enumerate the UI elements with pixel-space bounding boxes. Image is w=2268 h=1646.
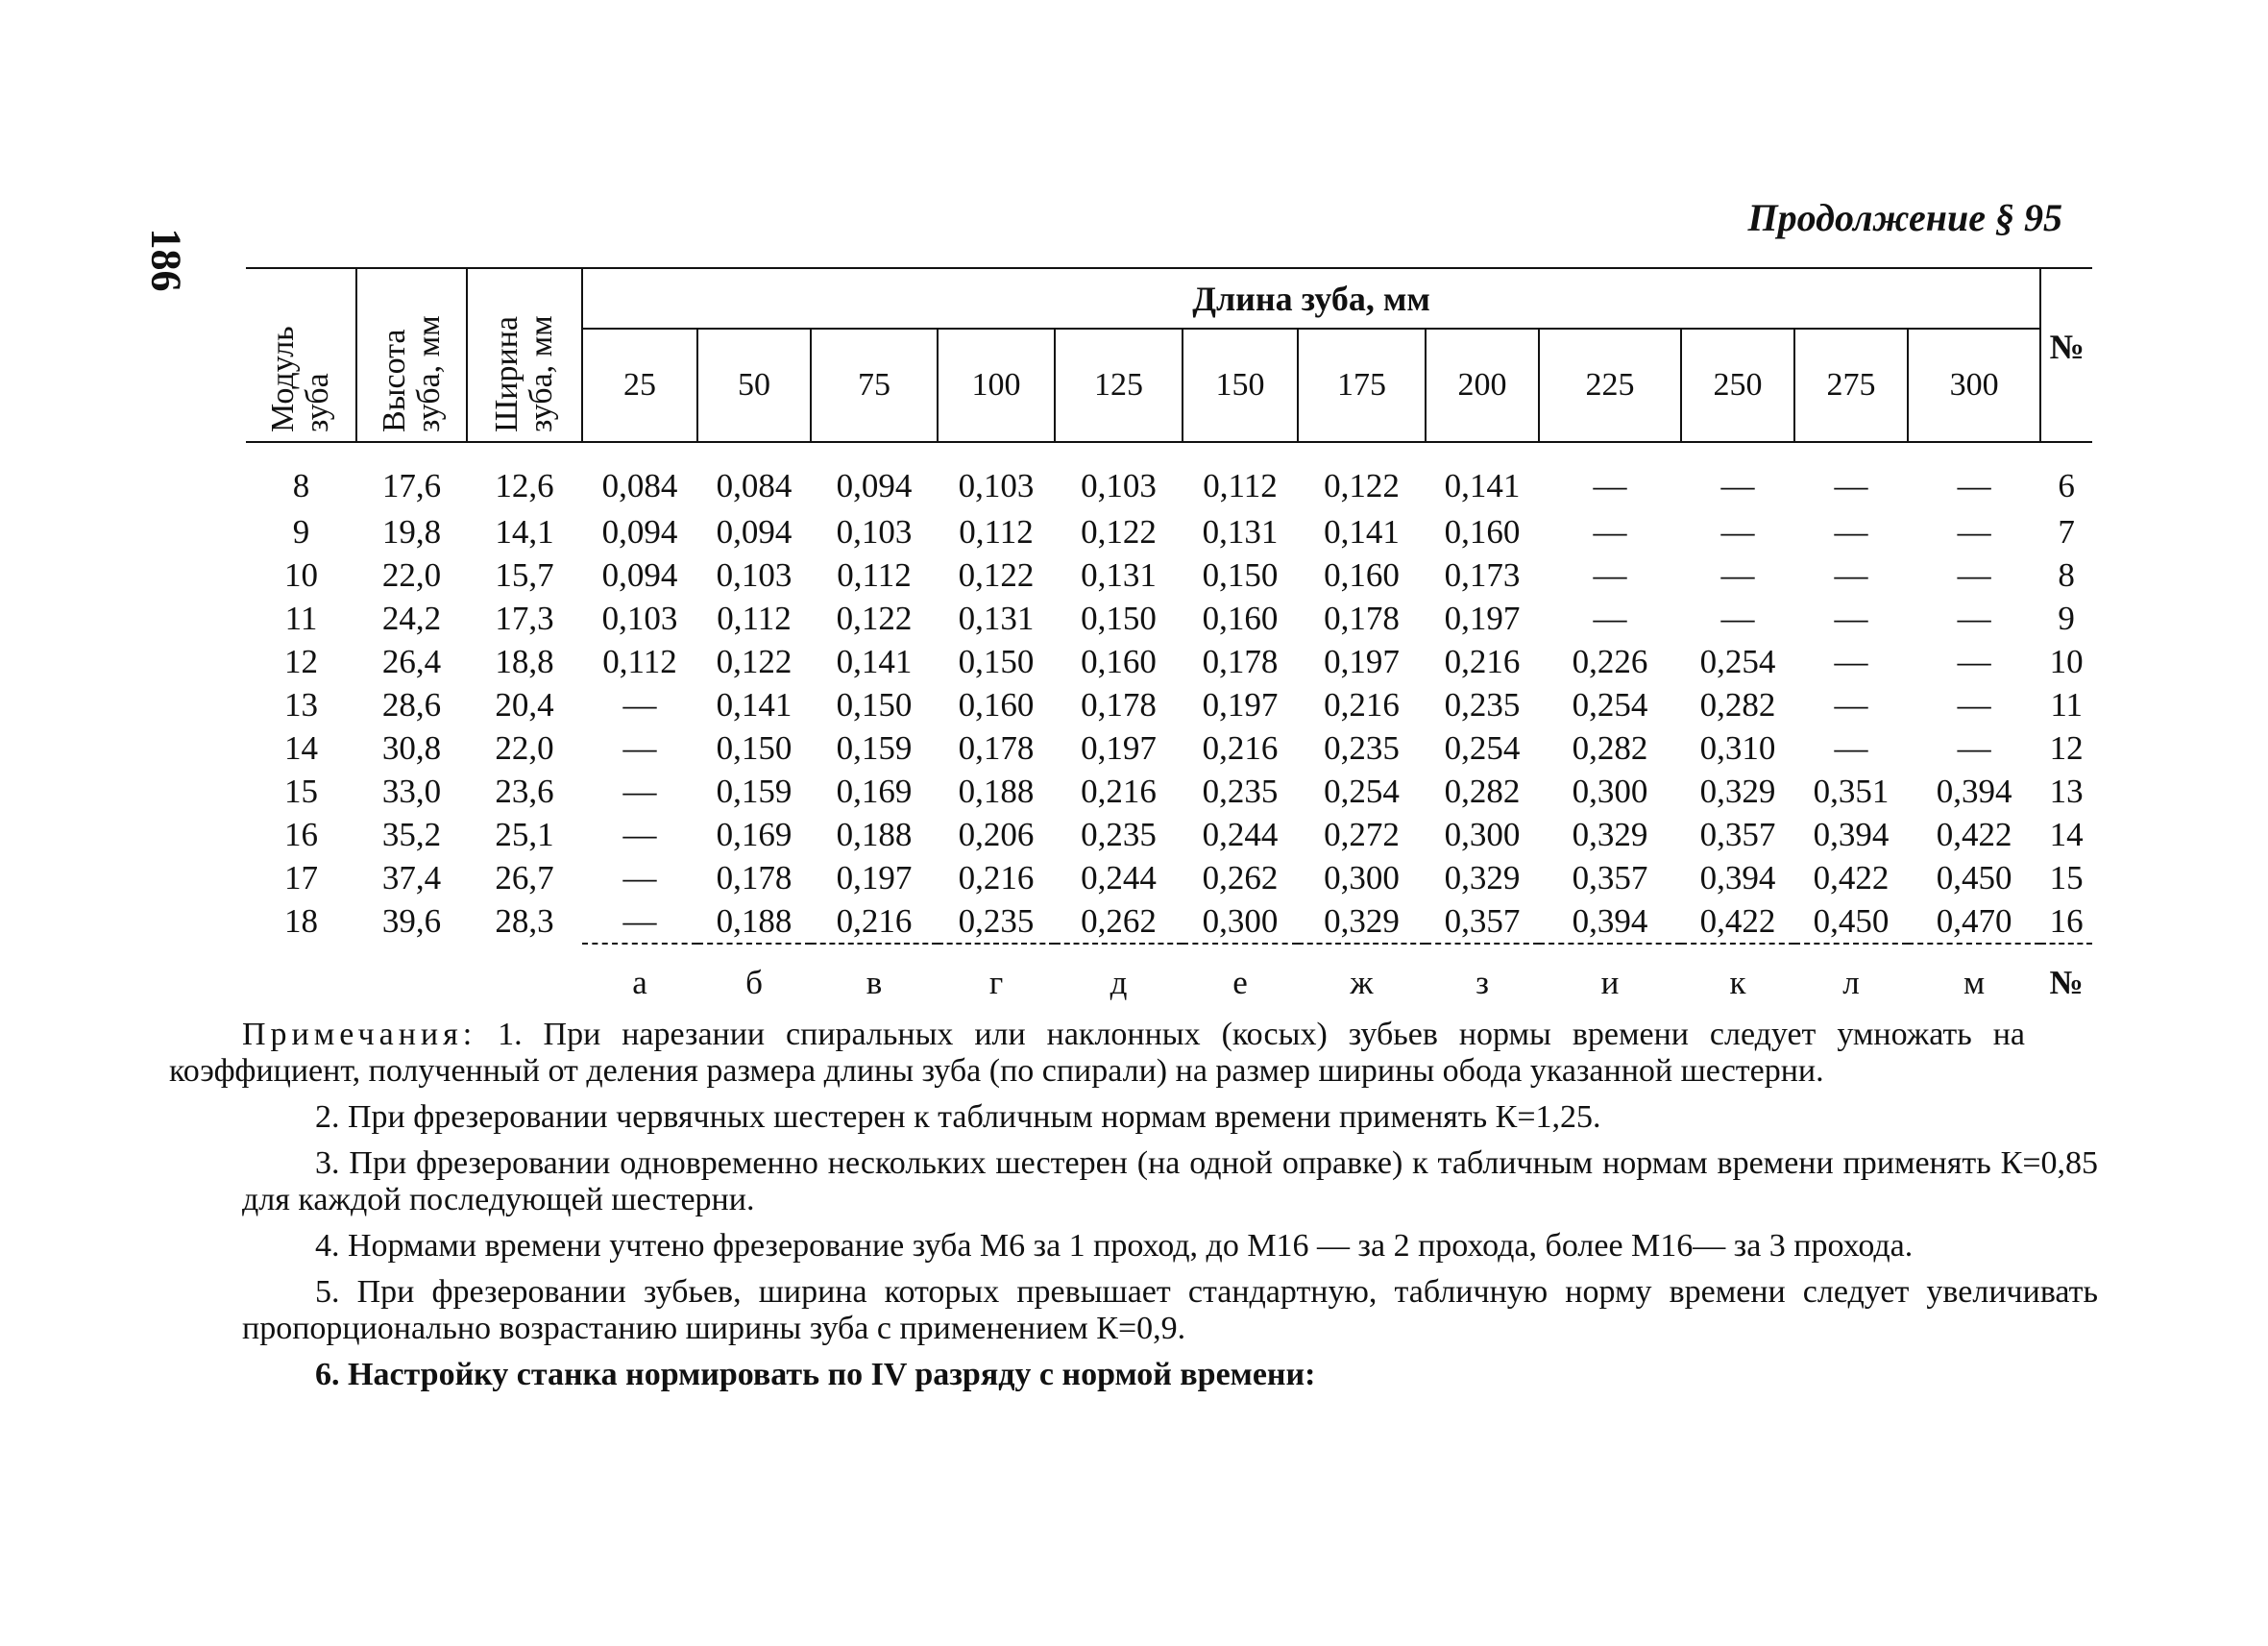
table-cell: 0,084: [601, 467, 678, 504]
table-cell: 0,262: [1202, 858, 1279, 897]
norms-table-wrap: [246, 267, 2092, 1021]
length-header-cell: 250: [1681, 329, 1794, 442]
footer-letter-cell: б: [697, 944, 811, 1021]
table-cell: 0,244: [1202, 815, 1279, 853]
table-cell: —: [1593, 467, 1627, 504]
table-cell: 11: [2050, 685, 2084, 724]
table-cell: —: [1957, 555, 1991, 594]
table-cell: 0,329: [1444, 858, 1521, 897]
table-cell: 22,0: [381, 555, 442, 594]
table-cell: —: [1720, 555, 1755, 594]
table-cell: 0,112: [602, 642, 677, 680]
table-cell: 0,084: [716, 467, 793, 504]
table-cell: 24,2: [381, 599, 442, 637]
table-cell: 0,394: [1699, 858, 1776, 897]
length-header-cell: 25: [582, 329, 697, 442]
col-header-modul-label: Модуль зуба: [265, 326, 335, 432]
table-cell: 0,216: [1324, 685, 1400, 724]
table-row: [246, 770, 2092, 813]
table-cell: 10: [2049, 642, 2084, 680]
table-cell: 0,141: [1444, 467, 1521, 504]
table-cell: 12,6: [495, 467, 554, 504]
table-cell: 17: [284, 858, 318, 897]
table-cell: 0,394: [1936, 772, 2012, 810]
table-cell: —: [1593, 512, 1627, 551]
table-cell: 33,0: [381, 772, 442, 810]
table-cell: 37,4: [381, 858, 442, 897]
table-cell: 0,254: [1572, 685, 1648, 724]
footer-letter-cell: ж: [1298, 944, 1426, 1021]
table-cell: 6: [2058, 467, 2075, 504]
table-cell: 0,178: [716, 858, 793, 897]
table-cell: 0,422: [1813, 858, 1890, 897]
table-cell: 0,178: [1202, 642, 1279, 680]
table-cell: —: [1593, 599, 1627, 637]
note-6: 6. Настройку станка нормировать по IV разряду с нормой времени:: [315, 1357, 1316, 1392]
table-row: [246, 510, 2092, 553]
table-cell: 17,6: [381, 467, 442, 504]
table-cell: 0,254: [1324, 772, 1400, 810]
table-cell: 17,3: [495, 599, 554, 637]
table-cell: 15: [284, 772, 318, 810]
table-cell: 0,450: [1813, 901, 1890, 940]
table-cell: 0,235: [958, 901, 1035, 940]
table-cell: 0,169: [716, 815, 793, 853]
table-cell: 0,422: [1936, 815, 2012, 853]
footer-blank-cell: [356, 944, 467, 1021]
table-cell: —: [622, 858, 657, 897]
table-cell: 0,394: [1572, 901, 1648, 940]
table-cell: 0,094: [836, 467, 913, 504]
table-cell: —: [1957, 728, 1991, 767]
table-cell: —: [1834, 599, 1868, 637]
table-cell: 0,103: [1081, 467, 1157, 504]
length-header-cell: 125: [1055, 329, 1183, 442]
table-cell: 12: [284, 642, 318, 680]
table-cell: 0,122: [958, 555, 1035, 594]
table-cell: 18,8: [495, 642, 554, 680]
note-5: 5. При фрезеровании зубьев, ширина которых превышает стандартную, табличную норму времени следует увеличивать пропорционально возрастанию ширины зуба с применением К=0,9.: [242, 1274, 2098, 1346]
table-cell: 0,272: [1324, 815, 1400, 853]
table-cell: 0,197: [1202, 685, 1279, 724]
table-row: [246, 442, 2092, 510]
table-cell: 16: [2049, 901, 2084, 940]
table-cell: 0,282: [1699, 685, 1776, 724]
norms-table: [246, 267, 2092, 1021]
table-cell: 0,197: [836, 858, 913, 897]
table-cell: 0,450: [1936, 858, 2012, 897]
table-cell: 0,178: [1081, 685, 1157, 724]
page-number: 186: [142, 228, 190, 292]
table-cell: 0,112: [717, 599, 792, 637]
table-cell: 0,112: [837, 555, 912, 594]
note-2: 2. При фрезеровании червячных шестерен к табличным нормам времени применять К=1,25.: [315, 1099, 1601, 1135]
table-cell: 0,329: [1572, 815, 1648, 853]
table-cell: 0,150: [958, 642, 1035, 680]
table-cell: 0,169: [836, 772, 913, 810]
table-cell: 0,160: [1202, 599, 1279, 637]
table-cell: 0,357: [1444, 901, 1521, 940]
table-row: [246, 683, 2092, 726]
table-cell: 0,131: [1202, 512, 1279, 551]
note-1-text: 1. При нарезании спиральных или наклонных (косых) зубьев нормы времени следует умножать на коэффициент, полученный от деления размера длины зуба (по спирали) на размер ширины обода указанной шестерни.: [169, 1017, 2026, 1089]
table-cell: 0,300: [1324, 858, 1400, 897]
table-cell: 0,216: [958, 858, 1035, 897]
note-1: [169, 1017, 2025, 1090]
table-cell: 0,160: [1081, 642, 1157, 680]
table-cell: —: [1834, 728, 1868, 767]
table-cell: 0,300: [1202, 901, 1279, 940]
table-cell: —: [1720, 599, 1755, 637]
footer-letter-cell: в: [811, 944, 938, 1021]
table-cell: 0,310: [1699, 728, 1776, 767]
table-cell: 0,160: [1324, 555, 1400, 594]
table-cell: 0,300: [1444, 815, 1521, 853]
table-cell: 0,188: [958, 772, 1035, 810]
note-4: 4. Нормами времени учтено фрезерование зуба М6 за 1 проход, до М16 — за 2 прохода, более М16— за 3 прохода.: [315, 1228, 1914, 1264]
notes: [169, 1017, 2098, 1403]
table-cell: —: [1834, 642, 1868, 680]
table-cell: 22,0: [495, 728, 554, 767]
length-header-cell: 225: [1539, 329, 1681, 442]
table-cell: 14,1: [495, 512, 554, 551]
table-cell: 15: [2049, 858, 2084, 897]
footer-letter-cell: а: [582, 944, 697, 1021]
table-cell: —: [1720, 512, 1755, 551]
table-cell: 0,122: [1081, 512, 1157, 551]
table-cell: 8: [2058, 555, 2075, 594]
length-header-cell: 200: [1426, 329, 1539, 442]
footer-letter-cell: з: [1426, 944, 1539, 1021]
table-cell: 9: [2058, 599, 2075, 637]
table-cell: 0,160: [1444, 512, 1521, 551]
table-cell: 0,235: [1444, 685, 1521, 724]
table-cell: 0,150: [836, 685, 913, 724]
table-cell: —: [1834, 467, 1868, 504]
table-cell: 0,160: [958, 685, 1035, 724]
table-cell: 0,262: [1081, 901, 1157, 940]
col-header-height-label: Высота зуба, мм: [376, 315, 447, 432]
table-cell: 0,131: [1081, 555, 1157, 594]
table-cell: 0,103: [601, 599, 678, 637]
table-cell: 0,159: [716, 772, 793, 810]
table-cell: —: [1834, 512, 1868, 551]
table-cell: —: [1834, 555, 1868, 594]
table-cell: 0,422: [1699, 901, 1776, 940]
table-cell: 13: [2049, 772, 2084, 810]
note-3: 3. При фрезеровании одновременно нескольких шестерен (на одной оправке) к табличным нормам времени применять К=0,85 для каждой последующей шестерни.: [242, 1145, 2098, 1217]
table-row: [246, 899, 2092, 944]
table-cell: 26,4: [381, 642, 442, 680]
col-header-height: [356, 268, 467, 442]
table-cell: 14: [284, 728, 318, 767]
table-cell: 0,197: [1444, 599, 1521, 637]
table-cell: 23,6: [495, 772, 554, 810]
table-cell: —: [1593, 555, 1627, 594]
table-cell: 0,235: [1202, 772, 1279, 810]
footer-letter-cell: и: [1539, 944, 1681, 1021]
table-cell: 0,206: [958, 815, 1035, 853]
table-cell: —: [622, 685, 657, 724]
table-cell: 0,103: [716, 555, 793, 594]
table-row: [246, 856, 2092, 899]
table-cell: 26,7: [495, 858, 554, 897]
table-cell: 0,094: [601, 512, 678, 551]
table-cell: 35,2: [381, 815, 442, 853]
length-header-cell: 75: [811, 329, 938, 442]
table-cell: 0,159: [836, 728, 913, 767]
table-cell: 0,188: [836, 815, 913, 853]
footer-letter-cell: м: [1908, 944, 2040, 1021]
table-cell: 0,112: [1203, 467, 1278, 504]
footer-blank-cell: [246, 944, 356, 1021]
length-header-cell: 275: [1794, 329, 1908, 442]
footer-letter-cell: к: [1681, 944, 1794, 1021]
table-row: [246, 726, 2092, 770]
table-cell: 0,282: [1444, 772, 1521, 810]
col-header-modul: [246, 268, 356, 442]
table-row: [246, 553, 2092, 597]
table-cell: —: [1957, 599, 1991, 637]
table-row: [246, 597, 2092, 640]
table-cell: 15,7: [495, 555, 554, 594]
table-cell: 0,094: [716, 512, 793, 551]
table-cell: 7: [2058, 512, 2075, 551]
table-cell: 39,6: [381, 902, 442, 940]
table-cell: 10: [284, 555, 318, 594]
table-cell: 0,244: [1081, 858, 1157, 897]
table-cell: 0,112: [959, 512, 1034, 551]
table-cell: 0,178: [1324, 599, 1400, 637]
length-header-cell: 150: [1183, 329, 1298, 442]
table-cell: 0,216: [1081, 772, 1157, 810]
table-cell: 0,254: [1444, 728, 1521, 767]
table-cell: 0,470: [1936, 901, 2012, 940]
footer-letter-cell: г: [938, 944, 1055, 1021]
length-header-cell: 50: [697, 329, 811, 442]
col-header-width-label: Ширина зуба, мм: [489, 315, 559, 432]
footer-letter-cell: е: [1183, 944, 1298, 1021]
table-row: [246, 813, 2092, 856]
table-cell: 19,8: [381, 512, 442, 551]
table-cell: 0,131: [958, 599, 1035, 637]
table-cell: 0,197: [1081, 728, 1157, 767]
length-header-cell: 175: [1298, 329, 1426, 442]
table-cell: 0,150: [1081, 599, 1157, 637]
table-cell: —: [622, 728, 657, 767]
table-cell: 0,141: [716, 685, 793, 724]
table-cell: 0,178: [958, 728, 1035, 767]
table-cell: 0,188: [716, 901, 793, 940]
footer-letter-cell: д: [1055, 944, 1183, 1021]
table-cell: 20,4: [495, 685, 554, 724]
table-cell: 0,357: [1699, 815, 1776, 853]
table-cell: 0,216: [1444, 642, 1521, 680]
table-cell: 0,122: [836, 599, 913, 637]
table-cell: 0,235: [1324, 728, 1400, 767]
footer-no-cell: №: [2040, 944, 2092, 1021]
table-cell: 18: [284, 902, 318, 940]
table-cell: 0,329: [1699, 772, 1776, 810]
table-cell: 0,173: [1444, 555, 1521, 594]
table-cell: 0,235: [1081, 815, 1157, 853]
table-cell: —: [1957, 512, 1991, 551]
table-cell: 8: [292, 467, 310, 504]
table-cell: 9: [292, 512, 310, 551]
table-cell: 16: [284, 815, 318, 853]
table-cell: 0,094: [601, 555, 678, 594]
table-cell: 25,1: [495, 815, 554, 853]
length-header-cell: 100: [938, 329, 1055, 442]
table-cell: 0,282: [1572, 728, 1648, 767]
table-cell: 0,394: [1813, 815, 1890, 853]
table-cell: 0,122: [716, 642, 793, 680]
notes-label: Примечания:: [242, 1017, 477, 1052]
running-head: Продолжение § 95: [1747, 196, 2062, 239]
table-cell: —: [622, 901, 657, 940]
col-header-no: №: [2040, 268, 2092, 442]
table-cell: —: [622, 815, 657, 853]
group-header-length: Длина зуба, мм: [582, 268, 2040, 329]
table-cell: 0,300: [1572, 772, 1648, 810]
table-cell: —: [1957, 685, 1991, 724]
table-cell: 13: [284, 685, 318, 724]
table-cell: —: [1957, 467, 1991, 504]
table-cell: 0,103: [836, 512, 913, 551]
table-cell: —: [622, 772, 657, 810]
table-cell: —: [1720, 467, 1755, 504]
table-cell: 0,103: [958, 467, 1035, 504]
table-cell: 0,254: [1699, 642, 1776, 680]
table-cell: 0,141: [1324, 512, 1400, 551]
table-cell: —: [1834, 685, 1868, 724]
table-cell: —: [1957, 642, 1991, 680]
footer-letter-cell: л: [1794, 944, 1908, 1021]
table-cell: 0,216: [836, 901, 913, 940]
table-cell: 0,226: [1572, 642, 1648, 680]
table-cell: 0,122: [1324, 467, 1400, 504]
table-cell: 12: [2049, 728, 2084, 767]
footer-blank-cell: [467, 944, 582, 1021]
table-cell: 14: [2049, 815, 2084, 853]
length-header-cell: 300: [1908, 329, 2040, 442]
table-cell: 0,150: [716, 728, 793, 767]
table-cell: 0,141: [836, 642, 913, 680]
table-cell: 0,329: [1324, 901, 1400, 940]
table-cell: 0,351: [1813, 772, 1890, 810]
table-row: [246, 640, 2092, 683]
table-cell: 30,8: [381, 728, 442, 767]
table-cell: 0,150: [1202, 555, 1279, 594]
table-cell: 0,216: [1202, 728, 1279, 767]
table-cell: 0,357: [1572, 858, 1648, 897]
table-cell: 11: [284, 599, 318, 637]
table-cell: 0,197: [1324, 642, 1400, 680]
col-header-width: [467, 268, 582, 442]
table-cell: 28,3: [495, 902, 554, 940]
table-cell: 28,6: [381, 685, 442, 724]
